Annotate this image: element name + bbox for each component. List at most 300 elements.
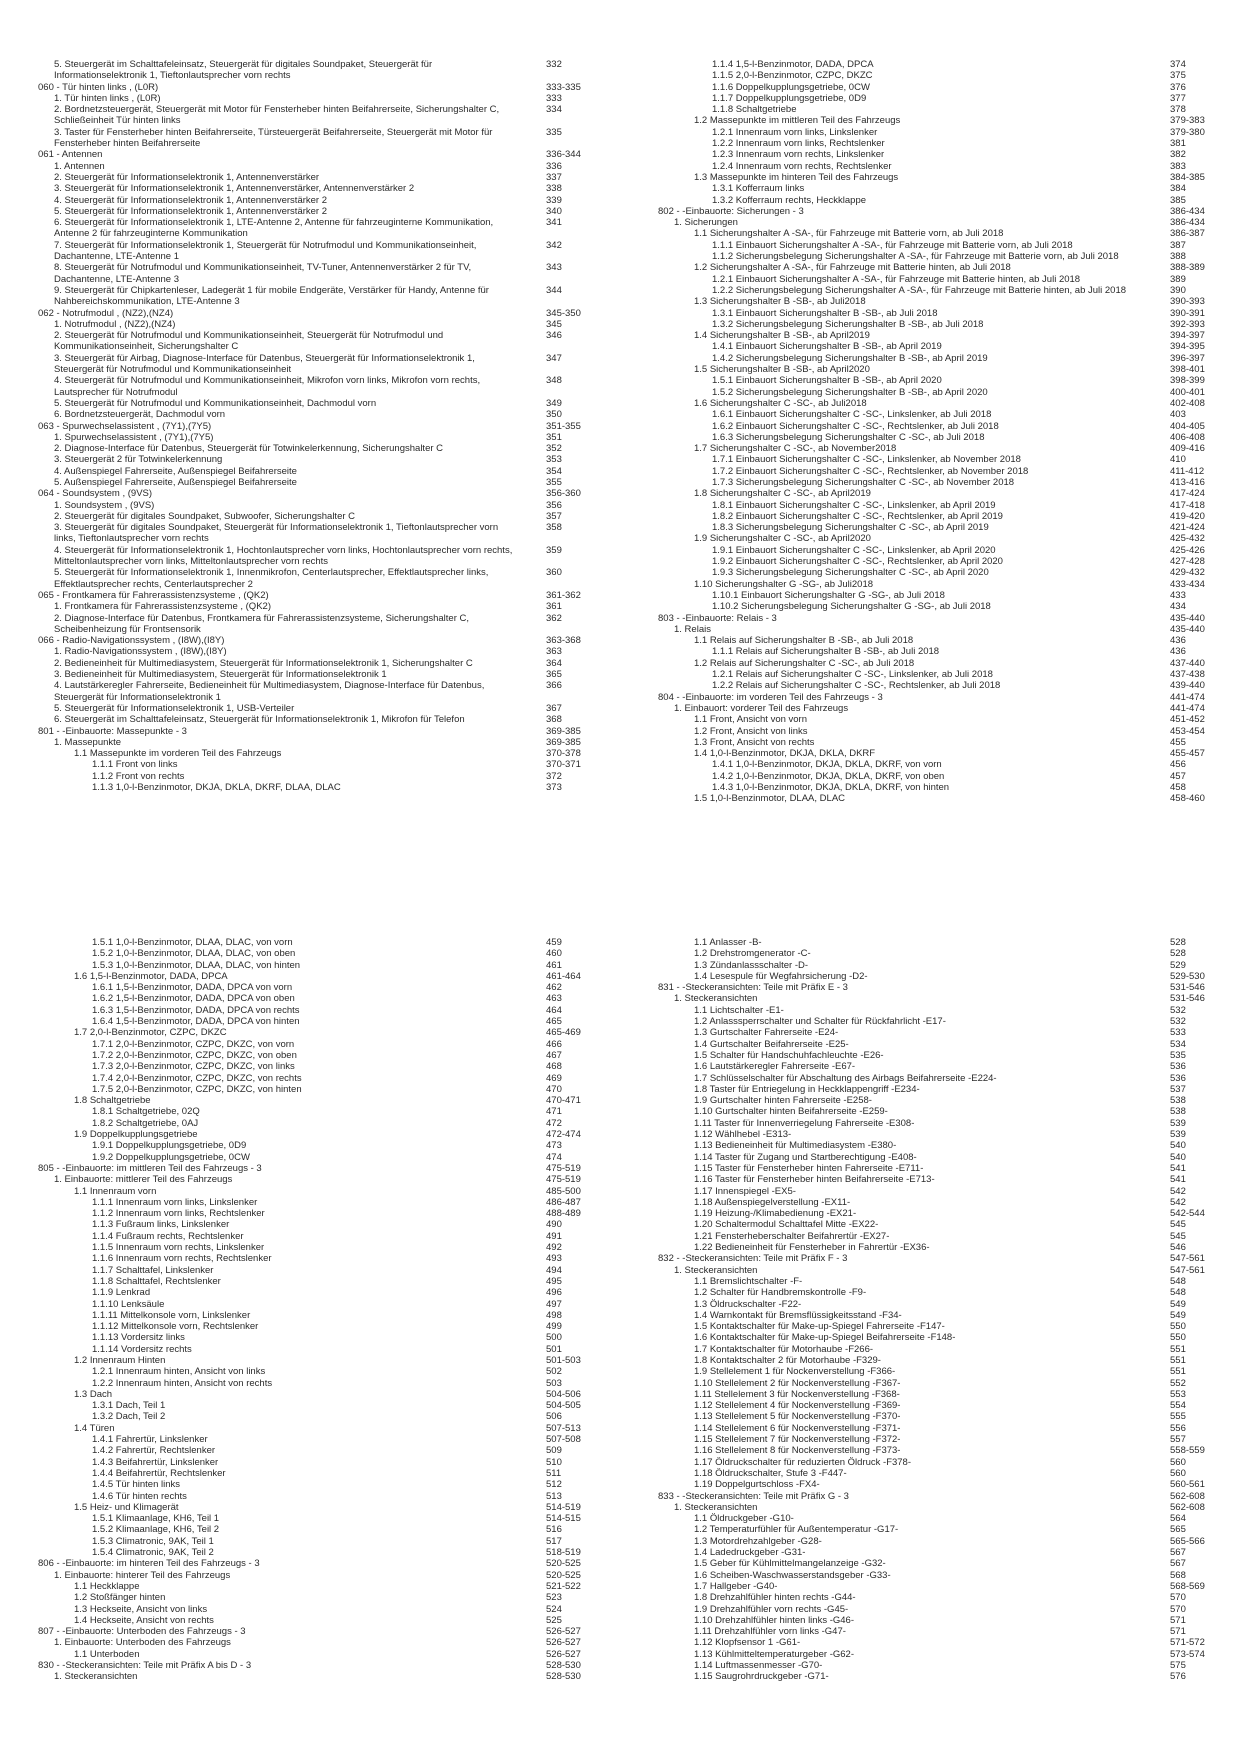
toc-entry[interactable] [658, 262, 1238, 273]
toc-entry[interactable] [658, 1095, 1238, 1106]
toc-entry-title: 1.3 Motordrehzahlgeber -G28- [694, 1535, 822, 1547]
toc-entry-page: 364 [546, 657, 562, 669]
toc-entry[interactable] [38, 937, 618, 948]
toc-entry[interactable] [658, 1536, 1238, 1547]
toc-entry[interactable] [38, 1479, 618, 1490]
toc-entry-page: 373 [546, 782, 562, 793]
toc-entry[interactable] [658, 993, 1238, 1004]
toc-entry[interactable] [658, 545, 1238, 556]
toc-entry[interactable] [658, 183, 1238, 194]
toc-entry[interactable] [38, 454, 618, 465]
toc-entry[interactable] [658, 1660, 1238, 1671]
toc-entry-page: 542 [1170, 1185, 1186, 1197]
toc-entry[interactable] [38, 960, 618, 971]
toc-entry-title: 1.7.3 2,0-l-Benzinmotor, CZPC, DKZC, von links [92, 1061, 295, 1073]
toc-entry-page: 390-393 [1170, 296, 1205, 308]
toc-entry[interactable] [38, 737, 618, 748]
toc-entry[interactable] [658, 500, 1238, 511]
toc-entry-title: 1.7.4 2,0-l-Benzinmotor, CZPC, DKZC, von rechts [92, 1072, 302, 1084]
toc-entry-page: 507-508 [546, 1434, 581, 1446]
toc-entry[interactable] [658, 1513, 1238, 1524]
toc-entry[interactable] [38, 1378, 618, 1389]
toc-entry-page: 528 [1170, 948, 1186, 960]
toc-entry[interactable] [38, 1039, 618, 1050]
toc-entry[interactable] [658, 1457, 1238, 1468]
toc-entry[interactable] [38, 782, 618, 793]
toc-entry[interactable] [658, 1265, 1238, 1276]
toc-entry[interactable] [658, 726, 1238, 737]
toc-entry-title: 1.2 Massepunkte im mittleren Teil des Fahrzeugs [694, 115, 901, 127]
toc-entry-title: 1.15 Stellelement 7 für Nockenverstellung -F372- [694, 1434, 901, 1446]
toc-entry[interactable] [38, 1671, 618, 1682]
toc-entry[interactable] [38, 545, 618, 568]
toc-entry[interactable] [38, 206, 618, 217]
toc-entry[interactable] [658, 217, 1238, 228]
toc-entry[interactable] [658, 1502, 1238, 1513]
toc-entry[interactable] [38, 1434, 618, 1445]
toc-entry[interactable] [38, 1366, 618, 1377]
toc-entry[interactable] [658, 1299, 1238, 1310]
toc-entry[interactable] [38, 1626, 618, 1637]
toc-entry[interactable] [38, 1637, 618, 1648]
toc-entry-page: 352 [546, 443, 562, 455]
toc-entry[interactable] [658, 409, 1238, 420]
toc-entry[interactable] [658, 251, 1238, 262]
toc-entry[interactable] [658, 488, 1238, 499]
toc-entry[interactable] [658, 1287, 1238, 1298]
toc-entry[interactable] [38, 1592, 618, 1603]
toc-entry[interactable] [658, 274, 1238, 285]
toc-entry[interactable] [658, 172, 1238, 183]
toc-entry[interactable] [658, 296, 1238, 307]
toc-entry[interactable] [658, 240, 1238, 251]
toc-entry[interactable] [658, 330, 1238, 341]
toc-entry[interactable] [658, 1253, 1238, 1264]
toc-entry[interactable] [38, 500, 618, 511]
toc-entry[interactable] [658, 1118, 1238, 1129]
toc-entry[interactable] [658, 646, 1238, 657]
toc-entry-page: 548 [1170, 1287, 1186, 1299]
toc-entry-title: 2. Bedieneinheit für Multimediasystem, Steuergerät für Informationselektronik 1, Sicherungshalter C [54, 657, 473, 669]
toc-entry[interactable] [658, 341, 1238, 352]
toc-entry[interactable] [658, 1084, 1238, 1095]
toc-entry[interactable] [38, 1061, 618, 1072]
toc-entry[interactable] [38, 1152, 618, 1163]
toc-entry-title: 1.4.3 Beifahrertür, Linkslenker [92, 1456, 219, 1468]
toc-entry[interactable] [658, 1039, 1238, 1050]
toc-entry[interactable] [38, 1106, 618, 1117]
toc-entry-title: 1.4.1 Fahrertür, Linkslenker [92, 1434, 208, 1446]
toc-entry[interactable] [658, 1163, 1238, 1174]
toc-entry[interactable] [658, 971, 1238, 982]
toc-entry-title: 802 - -Einbauorte: Sicherungen - 3 [658, 205, 804, 217]
toc-entry-page: 491 [546, 1230, 562, 1242]
toc-entry[interactable] [38, 432, 618, 443]
toc-entry[interactable] [38, 308, 618, 319]
toc-entry[interactable] [658, 1423, 1238, 1434]
toc-entry-title: 1.4.1 Einbauort Sicherungshalter B -SB-, ab April 2019 [712, 341, 942, 353]
toc-entry-page: 360 [546, 567, 562, 579]
toc-entry[interactable] [38, 1524, 618, 1535]
toc-entry[interactable] [38, 1208, 618, 1219]
toc-entry[interactable] [658, 1604, 1238, 1615]
toc-entry[interactable] [658, 161, 1238, 172]
toc-entry-title: 1.9 Gurtschalter hinten Fahrerseite -E258- [694, 1095, 872, 1107]
toc-entry[interactable] [658, 1626, 1238, 1637]
toc-entry[interactable] [658, 1615, 1238, 1626]
toc-entry[interactable] [658, 1389, 1238, 1400]
toc-entry[interactable] [658, 70, 1238, 81]
toc-entry[interactable] [658, 511, 1238, 522]
toc-entry[interactable] [658, 1637, 1238, 1648]
toc-entry[interactable] [38, 1197, 618, 1208]
toc-entry[interactable] [658, 1140, 1238, 1151]
toc-entry[interactable] [658, 937, 1238, 948]
toc-entry[interactable] [38, 1287, 618, 1298]
toc-entry[interactable] [658, 556, 1238, 567]
toc-entry[interactable] [38, 1570, 618, 1581]
toc-entry[interactable] [38, 262, 618, 285]
toc-entry[interactable] [38, 1423, 618, 1434]
toc-entry[interactable] [658, 1332, 1238, 1343]
toc-entry[interactable] [658, 1186, 1238, 1197]
toc-entry[interactable] [38, 1265, 618, 1276]
toc-entry[interactable] [38, 1332, 618, 1343]
toc-entry-title: 1.15 Saugrohrdruckgeber -G71- [694, 1671, 829, 1683]
toc-entry[interactable] [38, 421, 618, 432]
toc-entry[interactable] [658, 1547, 1238, 1558]
toc-entry[interactable] [658, 1061, 1238, 1072]
toc-entry[interactable] [658, 466, 1238, 477]
toc-entry[interactable] [658, 432, 1238, 443]
toc-entry[interactable] [658, 714, 1238, 725]
toc-entry[interactable] [38, 1491, 618, 1502]
toc-entry[interactable] [38, 172, 618, 183]
toc-entry[interactable] [658, 82, 1238, 93]
toc-entry-page: 335 [546, 126, 562, 138]
toc-entry[interactable] [38, 1547, 618, 1558]
toc-entry[interactable] [38, 1027, 618, 1038]
toc-entry[interactable] [658, 1400, 1238, 1411]
toc-entry[interactable] [658, 1129, 1238, 1140]
toc-entry[interactable] [658, 149, 1238, 160]
toc-entry[interactable] [658, 1445, 1238, 1456]
toc-entry[interactable] [658, 93, 1238, 104]
toc-entry[interactable] [38, 1219, 618, 1230]
toc-entry-page: 524 [546, 1603, 562, 1615]
toc-entry-title: 1.4 Ladedruckgeber -G31- [694, 1547, 806, 1559]
toc-entry[interactable] [658, 1649, 1238, 1660]
toc-entry[interactable] [38, 567, 618, 590]
toc-entry[interactable] [38, 948, 618, 959]
toc-entry[interactable] [38, 726, 618, 737]
toc-entry[interactable] [658, 375, 1238, 386]
toc-entry-title: 5. Steuergerät für Informationselektronik 1, Antennenverstärker 2 [54, 205, 328, 217]
toc-entry[interactable] [38, 1513, 618, 1524]
toc-entry[interactable] [38, 195, 618, 206]
toc-entry[interactable] [38, 1558, 618, 1569]
toc-entry[interactable] [658, 601, 1238, 612]
toc-entry-title: 1.4 Sicherungshalter B -SB-, ab April2019 [694, 330, 870, 342]
toc-entry[interactable] [38, 982, 618, 993]
toc-entry[interactable] [658, 1366, 1238, 1377]
toc-entry-title: 061 - Antennen [38, 149, 103, 161]
toc-entry-title: 1.1.13 Vordersitz links [92, 1332, 185, 1344]
toc-entry[interactable] [658, 1468, 1238, 1479]
toc-entry-page: 466 [546, 1038, 562, 1050]
toc-entry[interactable] [38, 1321, 618, 1332]
toc-entry[interactable] [658, 1592, 1238, 1603]
toc-entry[interactable] [38, 1231, 618, 1242]
toc-entry[interactable] [38, 353, 618, 376]
toc-entry[interactable] [658, 1378, 1238, 1389]
toc-entry[interactable] [658, 443, 1238, 454]
toc-entry[interactable] [658, 613, 1238, 624]
toc-entry[interactable] [658, 228, 1238, 239]
toc-entry[interactable] [38, 1095, 618, 1106]
toc-entry[interactable] [658, 308, 1238, 319]
toc-entry[interactable] [38, 511, 618, 522]
toc-entry[interactable] [658, 948, 1238, 959]
toc-entry[interactable] [658, 1524, 1238, 1535]
toc-entry[interactable] [38, 1536, 618, 1547]
toc-entry[interactable] [658, 658, 1238, 669]
toc-entry[interactable] [38, 82, 618, 93]
toc-entry[interactable] [38, 183, 618, 194]
toc-entry-page: 533 [1170, 1027, 1186, 1039]
toc-entry[interactable] [38, 488, 618, 499]
toc-entry[interactable] [658, 1106, 1238, 1117]
toc-entry[interactable] [38, 680, 618, 703]
toc-entry[interactable] [658, 567, 1238, 578]
toc-entry[interactable] [38, 522, 618, 545]
toc-entry[interactable] [658, 960, 1238, 971]
toc-entry[interactable] [658, 206, 1238, 217]
toc-entry[interactable] [38, 1140, 618, 1151]
toc-entry[interactable] [38, 658, 618, 669]
toc-entry[interactable] [38, 443, 618, 454]
toc-entry[interactable] [38, 590, 618, 601]
toc-entry-page: 556 [1170, 1422, 1186, 1434]
toc-entry[interactable] [38, 1344, 618, 1355]
toc-entry[interactable] [658, 1027, 1238, 1038]
toc-entry[interactable] [658, 1321, 1238, 1332]
toc-entry-title: 1.6 1,5-l-Benzinmotor, DADA, DPCA [74, 970, 228, 982]
toc-entry-page: 473 [546, 1140, 562, 1152]
toc-entry-title: 1.16 Stellelement 8 für Nockenverstellung -F373- [694, 1445, 901, 1457]
toc-entry[interactable] [658, 1276, 1238, 1287]
toc-entry-title: 1.17 Öldruckschalter für reduzierten Öldruck -F378- [694, 1456, 912, 1468]
toc-entry[interactable] [658, 782, 1238, 793]
toc-entry[interactable] [38, 104, 618, 127]
toc-entry[interactable] [38, 993, 618, 1004]
toc-entry[interactable] [658, 1570, 1238, 1581]
toc-entry[interactable] [38, 1649, 618, 1660]
toc-entry[interactable] [658, 1491, 1238, 1502]
toc-entry[interactable] [38, 240, 618, 263]
toc-entry[interactable] [658, 1197, 1238, 1208]
toc-entry[interactable] [38, 375, 618, 398]
toc-entry-page: 485-500 [546, 1185, 581, 1197]
toc-entry[interactable] [38, 703, 618, 714]
toc-entry-title: 1.8 Sicherungshalter C -SC-, ab April2019 [694, 488, 871, 500]
toc-entry[interactable] [38, 669, 618, 680]
toc-entry[interactable] [658, 1558, 1238, 1569]
toc-entry[interactable] [658, 195, 1238, 206]
toc-entry-title: 1.17 Innenspiegel -EX5- [694, 1185, 796, 1197]
toc-entry-title: 1.1.1 Einbauort Sicherungshalter A -SA-, für Fahrzeuge mit Batterie vorn, ab Juli 2018 [712, 239, 1073, 251]
toc-entry[interactable] [38, 1581, 618, 1592]
toc-entry[interactable] [38, 1355, 618, 1366]
toc-entry[interactable] [658, 1581, 1238, 1592]
toc-entry[interactable] [38, 1604, 618, 1615]
toc-entry[interactable] [658, 477, 1238, 488]
toc-entry-title: 1.3 Heckseite, Ansicht von links [74, 1603, 208, 1615]
toc-entry-title: 1.2 Anlasssperrschalter und Schalter für Rückfahrlicht -E17- [694, 1016, 946, 1028]
toc-entry[interactable] [658, 115, 1238, 126]
toc-entry[interactable] [38, 601, 618, 612]
toc-entry-title: 1.4.4 Beifahrertür, Rechtslenker [92, 1467, 226, 1479]
toc-entry[interactable] [38, 646, 618, 657]
toc-entry[interactable] [658, 692, 1238, 703]
toc-entry[interactable] [38, 161, 618, 172]
toc-entry[interactable] [658, 319, 1238, 330]
toc-entry[interactable] [38, 1186, 618, 1197]
toc-entry[interactable] [38, 1400, 618, 1411]
toc-entry-page: 540 [1170, 1140, 1186, 1152]
toc-entry[interactable] [658, 703, 1238, 714]
toc-entry[interactable] [38, 217, 618, 240]
toc-column-bottom-left [38, 937, 618, 1683]
toc-entry-title: 1.4.2 Fahrertür, Rechtslenker [92, 1445, 216, 1457]
toc-entry[interactable] [38, 319, 618, 330]
toc-entry[interactable] [658, 624, 1238, 635]
toc-entry[interactable] [38, 1253, 618, 1264]
toc-entry[interactable] [658, 1310, 1238, 1321]
toc-entry-page: 547-561 [1170, 1253, 1205, 1265]
toc-entry[interactable] [658, 1208, 1238, 1219]
toc-entry[interactable] [38, 971, 618, 982]
toc-entry[interactable] [658, 364, 1238, 375]
toc-entry[interactable] [658, 285, 1238, 296]
toc-entry[interactable] [38, 466, 618, 477]
toc-entry[interactable] [658, 1344, 1238, 1355]
toc-entry-title: 1.5.4 Climatronic, 9AK, Teil 2 [92, 1547, 214, 1559]
toc-entry[interactable] [38, 1411, 618, 1422]
toc-entry[interactable] [658, 1242, 1238, 1253]
toc-entry[interactable] [658, 590, 1238, 601]
toc-entry[interactable] [658, 127, 1238, 138]
toc-entry[interactable] [658, 982, 1238, 993]
toc-entry[interactable] [38, 635, 618, 646]
toc-entry[interactable] [38, 1310, 618, 1321]
toc-entry[interactable] [38, 1468, 618, 1479]
toc-entry-title: 1.1.5 Innenraum vorn rechts, Linkslenker [92, 1242, 265, 1254]
toc-entry[interactable] [658, 1174, 1238, 1185]
toc-entry[interactable] [658, 1050, 1238, 1061]
toc-entry[interactable] [38, 1242, 618, 1253]
toc-entry[interactable] [38, 1118, 618, 1129]
toc-entry[interactable] [38, 714, 618, 725]
toc-entry[interactable] [38, 1660, 618, 1671]
toc-entry[interactable] [38, 477, 618, 488]
toc-entry[interactable] [658, 454, 1238, 465]
toc-entry[interactable] [38, 1615, 618, 1626]
toc-entry[interactable] [38, 1276, 618, 1287]
toc-entry[interactable] [38, 1016, 618, 1027]
toc-entry[interactable] [38, 1457, 618, 1468]
toc-entry[interactable] [38, 1174, 618, 1185]
toc-entry[interactable] [658, 59, 1238, 70]
toc-entry[interactable] [658, 680, 1238, 691]
toc-entry[interactable] [38, 1163, 618, 1174]
toc-entry[interactable] [38, 759, 618, 770]
toc-entry[interactable] [658, 669, 1238, 680]
toc-entry[interactable] [658, 1152, 1238, 1163]
toc-entry[interactable] [658, 1671, 1238, 1682]
toc-entry[interactable] [658, 771, 1238, 782]
toc-entry[interactable] [38, 1299, 618, 1310]
toc-entry-page: 532 [1170, 1016, 1186, 1028]
toc-entry[interactable] [38, 1084, 618, 1095]
toc-entry[interactable] [658, 421, 1238, 432]
toc-entry[interactable] [658, 1073, 1238, 1084]
toc-entry[interactable] [658, 387, 1238, 398]
toc-entry[interactable] [658, 1411, 1238, 1422]
toc-entry[interactable] [658, 353, 1238, 364]
toc-entry[interactable] [658, 759, 1238, 770]
toc-entry[interactable] [38, 613, 618, 636]
toc-entry[interactable] [38, 398, 618, 409]
toc-entry[interactable] [38, 1502, 618, 1513]
toc-entry[interactable] [38, 285, 618, 308]
toc-entry[interactable] [38, 771, 618, 782]
toc-entry[interactable] [658, 1219, 1238, 1230]
toc-entry[interactable] [658, 1005, 1238, 1016]
toc-entry[interactable] [658, 793, 1238, 804]
toc-entry[interactable] [658, 1434, 1238, 1445]
toc-entry[interactable] [658, 398, 1238, 409]
toc-entry[interactable] [38, 127, 618, 150]
toc-entry[interactable] [38, 149, 618, 160]
toc-entry[interactable] [658, 104, 1238, 115]
toc-entry[interactable] [658, 579, 1238, 590]
toc-entry[interactable] [658, 1231, 1238, 1242]
toc-entry[interactable] [658, 748, 1238, 759]
toc-entry[interactable] [38, 1389, 618, 1400]
toc-entry[interactable] [658, 1479, 1238, 1490]
toc-entry[interactable] [38, 1073, 618, 1084]
toc-entry-page: 528-530 [546, 1660, 581, 1671]
toc-entry-title: 1.5.1 Klimaanlage, KH6, Teil 1 [92, 1513, 220, 1525]
toc-entry[interactable] [38, 330, 618, 353]
toc-entry[interactable] [38, 409, 618, 420]
toc-entry[interactable] [38, 59, 618, 82]
toc-entry[interactable] [658, 138, 1238, 149]
toc-entry[interactable] [658, 1016, 1238, 1027]
toc-entry[interactable] [658, 635, 1238, 646]
toc-entry[interactable] [38, 93, 618, 104]
toc-entry[interactable] [658, 522, 1238, 533]
toc-entry[interactable] [658, 533, 1238, 544]
toc-entry[interactable] [38, 1129, 618, 1140]
toc-entry[interactable] [658, 1355, 1238, 1366]
toc-entry[interactable] [38, 1445, 618, 1456]
toc-entry[interactable] [38, 1005, 618, 1016]
toc-entry[interactable] [38, 1050, 618, 1061]
toc-entry[interactable] [38, 748, 618, 759]
toc-entry[interactable] [658, 737, 1238, 748]
